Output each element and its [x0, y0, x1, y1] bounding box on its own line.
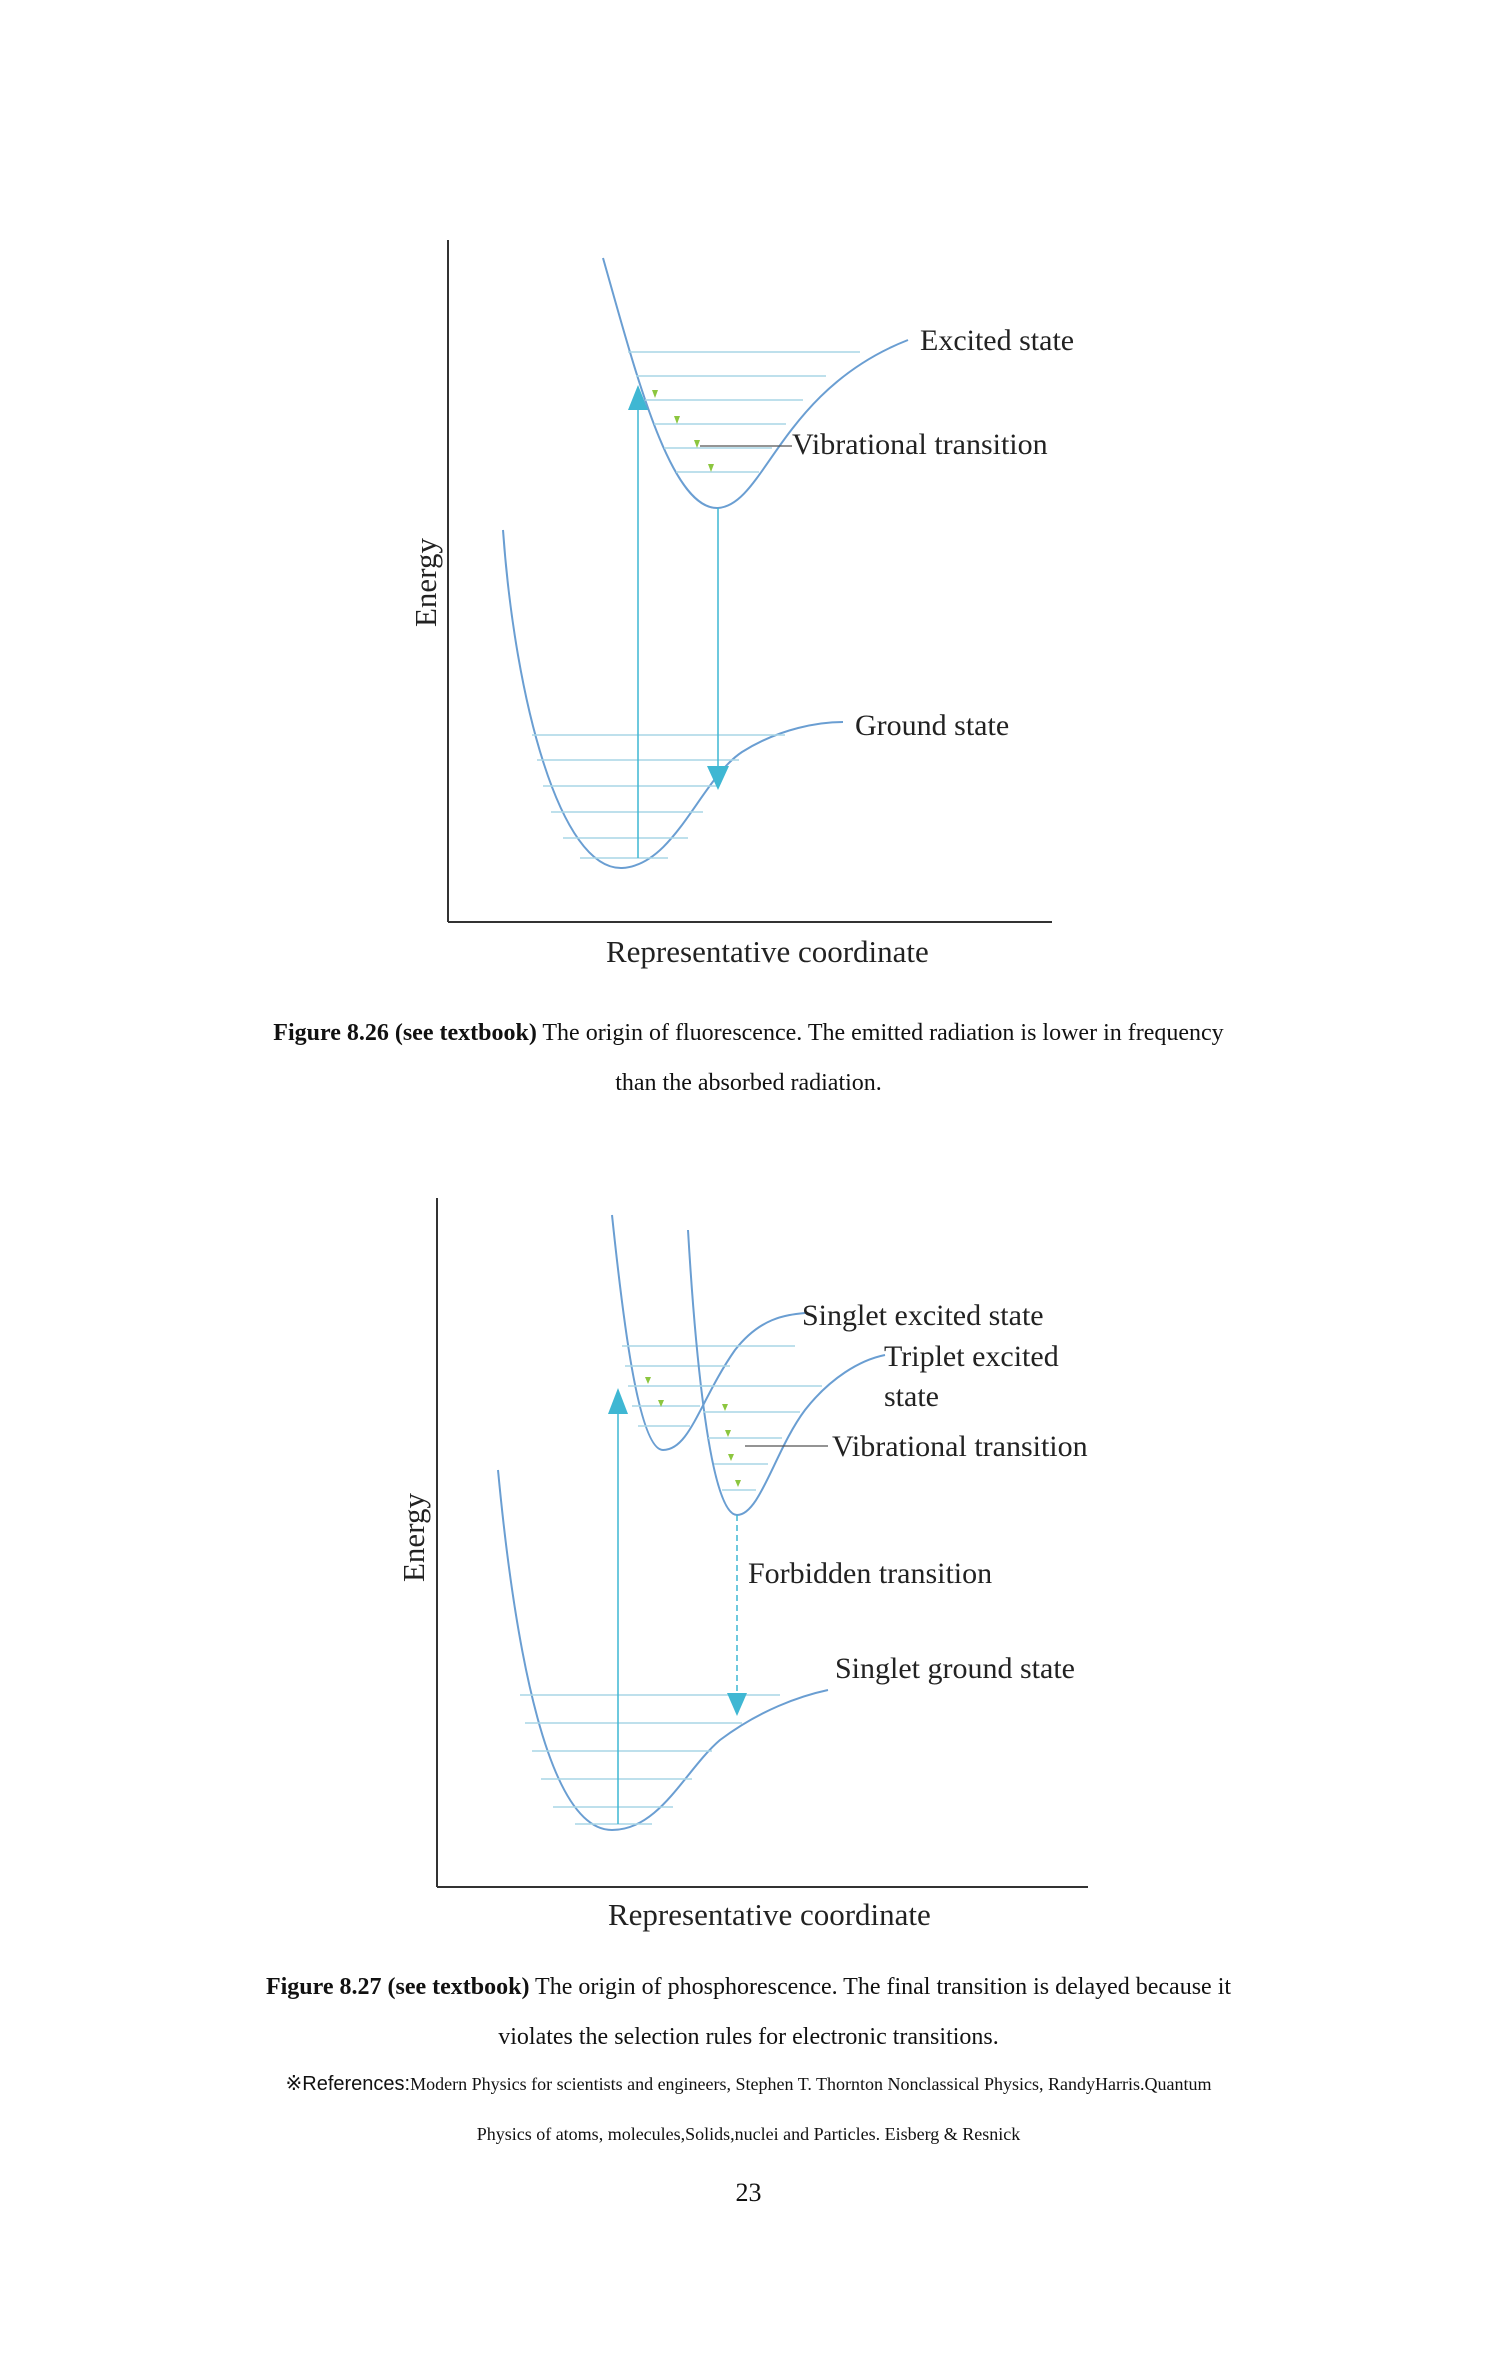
vibrational-transition-label: Vibrational transition: [792, 428, 1048, 461]
caption-figure-ref: Figure 8.27 (see textbook): [265, 1974, 530, 2000]
caption-line-2: than the absorbed radiation.: [615, 1070, 882, 1096]
singlet-excited-label: Singlet excited state: [802, 1299, 1044, 1332]
figure-8-26-caption: [150, 1008, 1347, 1108]
references-line-2: Physics of atoms, molecules,Solids,nuclei and Particles. Eisberg & Resnick: [476, 2124, 1021, 2144]
absorption-arrow: [628, 385, 648, 858]
emission-arrow: [707, 508, 729, 790]
caption-text: The origin of phosphorescence. The final transition is delayed because it: [529, 1974, 1232, 2000]
references: [150, 2059, 1347, 2159]
ground-vibrational-levels: [532, 735, 785, 858]
figure-8-26: [0, 0, 1497, 1000]
phosphorescence-diagram: [0, 1150, 1497, 2000]
figure-8-27: [0, 1150, 1497, 2000]
ground-vibrational-levels: [520, 1695, 780, 1824]
figure-8-27-caption: [150, 1962, 1347, 2062]
excited-state-label: Excited state: [920, 324, 1075, 357]
singlet-ground-curve: [498, 1470, 828, 1830]
x-axis-label: Representative coordinate: [606, 934, 929, 969]
references-line-1: [150, 2059, 1347, 2109]
caption-text: The origin of fluorescence. The emitted radiation is lower in frequency: [536, 1020, 1224, 1046]
forbidden-transition-label: Forbidden transition: [748, 1557, 993, 1590]
vibrational-relaxation-arrows: [645, 1377, 741, 1487]
caption-line-1: [150, 1008, 1347, 1058]
vibrational-relaxation-arrows: [652, 390, 714, 472]
references-mark: ※References:: [285, 2073, 411, 2095]
y-axis-label: Energy: [396, 1493, 431, 1582]
forbidden-transition-arrow: [727, 1515, 747, 1716]
ground-state-curve: [503, 530, 843, 868]
y-axis-label: Energy: [408, 538, 443, 627]
caption-figure-ref: Figure 8.26 (see textbook): [273, 1020, 537, 1046]
excited-state-curve: [603, 258, 908, 508]
singlet-ground-label: Singlet ground state: [835, 1652, 1075, 1685]
triplet-excited-curve: [688, 1230, 885, 1515]
triplet-excited-levels: [700, 1386, 822, 1490]
references-text-1: Modern Physics for scientists and engineers, Stephen T. Thornton Nonclassical Physics, RandyHarris.Quantum: [410, 2074, 1212, 2094]
singlet-excited-curve: [612, 1215, 805, 1450]
triplet-excited-label-line1: Triplet excited: [884, 1340, 1059, 1373]
ground-state-label: Ground state: [855, 709, 1010, 742]
caption-line-2: violates the selection rules for electronic transitions.: [498, 2024, 999, 2050]
page-number: 23: [735, 2178, 762, 2207]
caption-line-1: [150, 1962, 1347, 2012]
absorption-arrow: [608, 1388, 628, 1824]
vibrational-transition-label: Vibrational transition: [832, 1430, 1088, 1463]
fluorescence-diagram: [0, 0, 1497, 1000]
triplet-excited-label-line2: state: [884, 1380, 939, 1413]
x-axis-label: Representative coordinate: [608, 1897, 931, 1932]
